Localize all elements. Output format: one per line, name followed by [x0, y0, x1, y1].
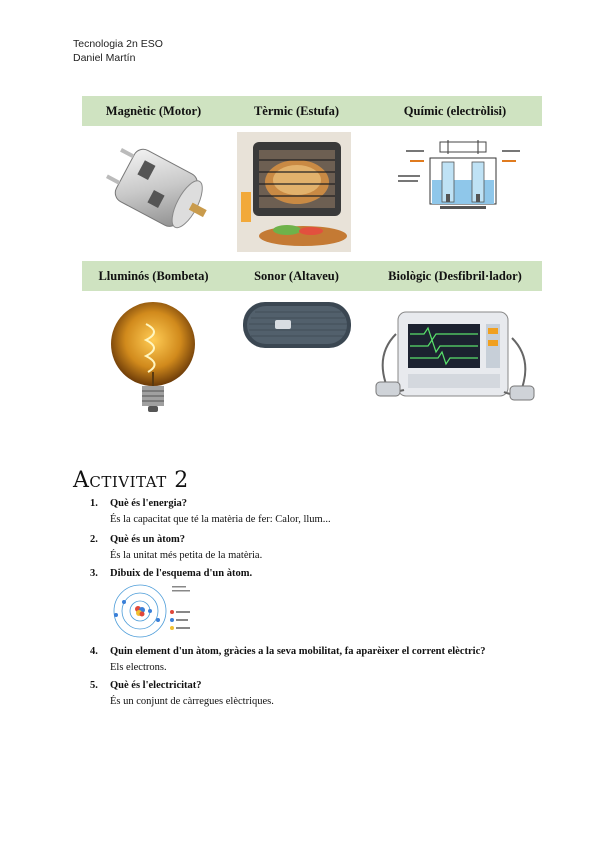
question-1 [90, 498, 550, 525]
question-text: Què és l'energia? [110, 498, 187, 509]
question-number: 5. [90, 680, 98, 691]
energy-image-row-1 [82, 128, 542, 252]
question-4 [90, 646, 550, 673]
section-title: Activitat 2 [73, 468, 189, 493]
energy-label-biological: Biològic (Desfibril·lador) [388, 268, 522, 283]
subject-line: Tecnologia 2n ESO [73, 38, 163, 50]
question-number: 1. [90, 498, 98, 509]
question-text: Dibuix de l'esquema d'un àtom. [110, 568, 253, 579]
question-2 [90, 534, 550, 561]
answer-text: Els electrons. [110, 662, 167, 673]
toaster-image [225, 128, 368, 252]
energy-label-sound: Sonor (Altaveu) [254, 268, 339, 283]
page-header [73, 37, 163, 65]
energy-label-thermal: Tèrmic (Estufa) [253, 103, 340, 118]
answer-text: És la capacitat que té la matèria de fer: Calor, llum... [110, 514, 331, 525]
defibrillator-image [368, 294, 542, 432]
answer-text: És la unitat més petita de la matèria. [110, 550, 263, 561]
question-text: Què és un àtom? [110, 534, 185, 545]
answer-text: És un conjunt de càrregues elèctriques. [110, 696, 274, 707]
electrolysis-diagram-image [368, 128, 542, 252]
question-number: 4. [90, 646, 98, 657]
energy-header-row-2 [82, 261, 542, 291]
speaker-image [225, 294, 368, 432]
question-3 [90, 568, 550, 579]
motor-image [82, 128, 225, 252]
energy-label-light: Lluminós (Bombeta) [98, 268, 209, 283]
question-5 [90, 680, 550, 707]
question-number: 3. [90, 568, 98, 579]
question-text: Què és l'electricitat? [110, 680, 202, 691]
question-text: Quin element d'un àtom, gràcies a la seva mobilitat, fa aparèixer el corrent elèctric? [110, 646, 486, 657]
energy-header-row-1 [82, 96, 542, 126]
atom-diagram-image [110, 582, 206, 640]
lightbulb-image [82, 294, 225, 432]
question-number: 2. [90, 534, 98, 545]
energy-image-row-2 [82, 294, 542, 432]
author-line: Daniel Martín [73, 52, 136, 64]
energy-label-magnetic: Magnètic (Motor) [105, 103, 202, 118]
energy-label-chemical: Químic (electròlisi) [403, 103, 507, 118]
